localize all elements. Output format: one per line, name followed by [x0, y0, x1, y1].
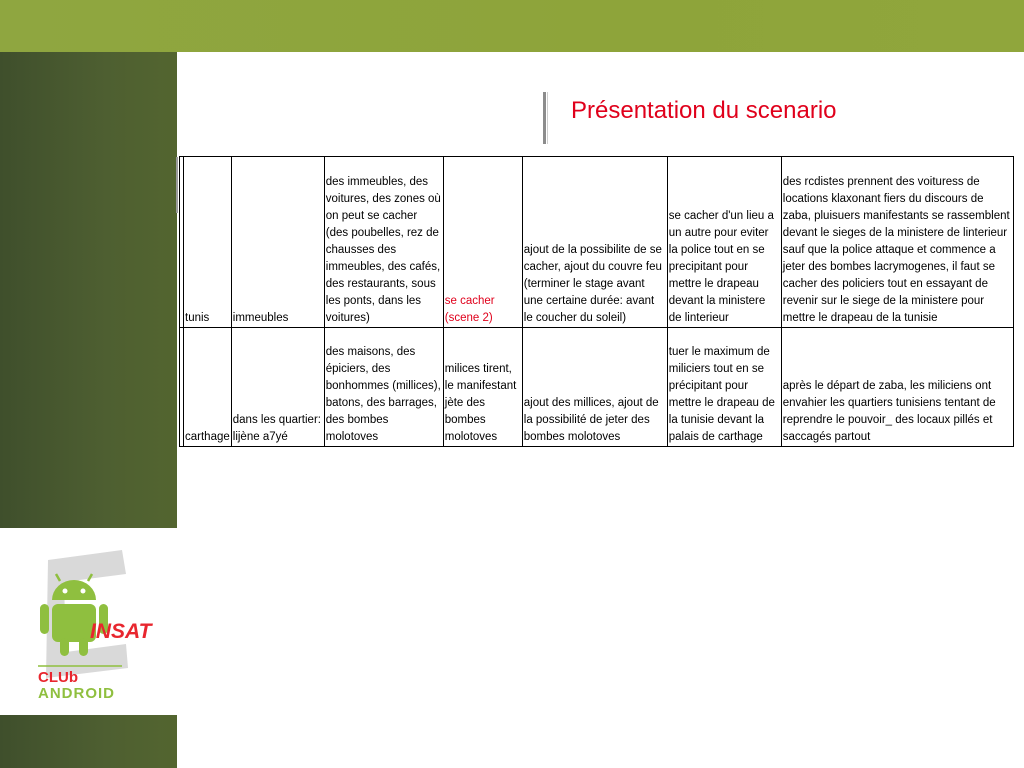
- sidebar-panel-upper: [0, 52, 177, 528]
- place-cell: carthage: [184, 328, 232, 447]
- android-eye-right: [81, 589, 86, 594]
- goal-cell: tuer le maximum de miliciers tout en se précipitant pour mettre le drapeau de la tunisie devant la palais de carthage: [667, 328, 781, 447]
- action-cell: se cacher (scene 2): [443, 157, 522, 328]
- place-cell: tunis: [184, 157, 232, 328]
- setting-cell: dans les quartier: lijène a7yé: [231, 328, 324, 447]
- logo-android-text: ANDROID: [38, 685, 115, 698]
- title-accent-bar: [543, 92, 546, 144]
- android-leg-right: [79, 638, 88, 656]
- top-banner: [0, 0, 1024, 52]
- goal-cell: se cacher d'un lieu a un autre pour eviter la police tout en se precipitant pour mettre le drapeau devant la ministere de linterieur: [667, 157, 781, 328]
- android-arm-left: [40, 604, 49, 634]
- title-accent-line: [547, 92, 548, 144]
- objects-cell: des immeubles, des voitures, des zones où on peut se cacher (des poubelles, rez de chausses des immeubles, des cafés, des restaurants, sous les ponts, dans les voitures): [324, 157, 443, 328]
- change-cell: ajout de la possibilite de se cacher, ajout du couvre feu (terminer le stage avant une certaine durée: avant le coucher du soleil): [522, 157, 667, 328]
- android-logo-icon: [30, 548, 160, 698]
- logo-club-text: CLUb: [38, 669, 78, 686]
- scenario-table: [179, 156, 1014, 447]
- sidebar-panel-lower: [0, 715, 177, 768]
- slide-title: Présentation du scenario: [571, 97, 837, 124]
- story-cell: des rcdistes prennent des voituress de locations klaxonant fiers du discours de zaba, pluisuers manifestants se rassemblent devant le sieges de la ministere de linterieur sauf que la police attaque et commence a jeter des bombes lacrymogenes, il faut se cacher des policiers tout en essayant de revenir sur le siege de la ministere pour mettre le drapeau de la tunisie: [781, 157, 1013, 328]
- action-cell: milices tirent, le manifestant jète des bombes molotoves: [443, 328, 522, 447]
- android-eye-left: [63, 589, 68, 594]
- logo-insat-text: INSAT: [90, 620, 152, 643]
- change-cell: ajout des millices, ajout de la possibilité de jeter des bombes molotoves: [522, 328, 667, 447]
- story-cell: après le départ de zaba, les miliciens ont envahier les quartiers tunisiens tentant de reprendre le pouvoir_ des locaux pillés et saccagés partout: [781, 328, 1013, 447]
- table-row: [180, 157, 1014, 328]
- table-edge-strip: [176, 157, 178, 213]
- objects-cell: des maisons, des épiciers, des bonhommes (millices), batons, des barrages, des bombes molotoves: [324, 328, 443, 447]
- table-row: [180, 328, 1014, 447]
- android-leg-left: [60, 638, 69, 656]
- setting-cell: immeubles: [231, 157, 324, 328]
- club-android-insat-logo: [0, 528, 177, 715]
